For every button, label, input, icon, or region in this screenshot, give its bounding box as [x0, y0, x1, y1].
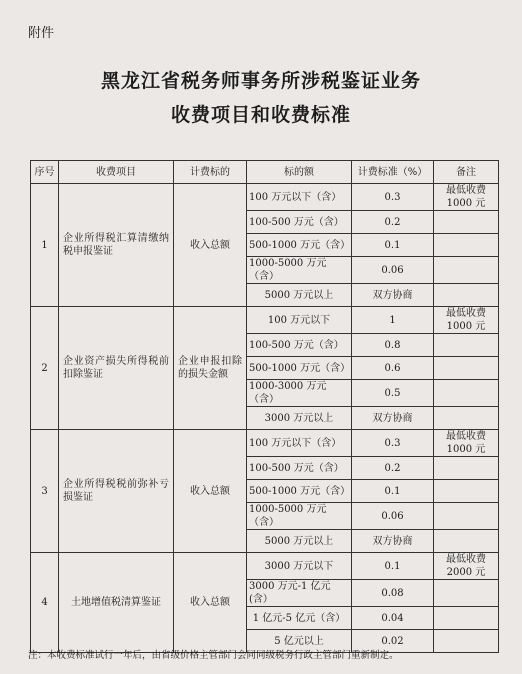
group-item: 企业所得税税前弥补亏损鉴证 — [59, 430, 174, 553]
remark-cell — [434, 257, 499, 284]
amount-cell: 5000 万元以上 — [247, 530, 352, 553]
rate-cell: 0.6 — [352, 357, 434, 380]
group-number: 2 — [31, 307, 59, 430]
remark-cell — [434, 630, 499, 653]
amount-cell: 100 万元以下（含） — [247, 184, 352, 211]
rate-cell: 0.06 — [352, 257, 434, 284]
remark-cell — [434, 334, 499, 357]
remark-cell — [434, 284, 499, 307]
rate-cell: 双方协商 — [352, 530, 434, 553]
rate-cell: 0.08 — [352, 580, 434, 607]
rate-cell: 0.02 — [352, 630, 434, 653]
group-basis: 收入总额 — [174, 184, 247, 307]
amount-cell: 1000-5000 万元（含） — [247, 257, 352, 284]
amount-cell: 5 亿元以上 — [247, 630, 352, 653]
header-no: 序号 — [31, 161, 59, 184]
rate-cell: 双方协商 — [352, 407, 434, 430]
rate-cell: 0.1 — [352, 234, 434, 257]
group-number: 3 — [31, 430, 59, 553]
table-row — [31, 430, 499, 457]
remark-cell — [434, 380, 499, 407]
remark-cell — [434, 503, 499, 530]
remark-cell — [434, 234, 499, 257]
table-row — [31, 184, 499, 211]
remark-cell — [434, 480, 499, 503]
rate-cell: 双方协商 — [352, 284, 434, 307]
header-basis: 计费标的 — [174, 161, 247, 184]
rate-cell: 0.3 — [352, 184, 434, 211]
footnote: 注：本收费标准试行一年后，由省级价格主管部门会同同级税务行政主管部门重新制定。 — [28, 650, 399, 661]
group-basis: 收入总额 — [174, 430, 247, 553]
rate-cell: 0.5 — [352, 380, 434, 407]
header-item: 收费项目 — [59, 161, 174, 184]
group-item: 企业所得税汇算清缴纳税申报鉴证 — [59, 184, 174, 307]
rate-cell: 0.1 — [352, 480, 434, 503]
amount-cell: 100 万元以下（含） — [247, 430, 352, 457]
document-title: 黑龙江省税务师事务所涉税鉴证业务 — [100, 70, 421, 92]
remark-cell — [434, 357, 499, 380]
amount-cell: 100-500 万元（含） — [247, 334, 352, 357]
remark-cell — [434, 407, 499, 430]
group-basis: 企业申报扣除的损失金额 — [174, 307, 247, 430]
table-row — [31, 553, 499, 580]
rate-cell: 0.2 — [352, 211, 434, 234]
amount-cell: 500-1000 万元（含） — [247, 234, 352, 257]
rate-cell: 0.2 — [352, 457, 434, 480]
group-basis: 收入总额 — [174, 553, 247, 653]
header-amount: 标的额 — [247, 161, 352, 184]
amount-cell: 3000 万元以上 — [247, 407, 352, 430]
amount-cell: 100-500 万元（含） — [247, 211, 352, 234]
rate-cell: 0.8 — [352, 334, 434, 357]
amount-cell: 500-1000 万元（含） — [247, 357, 352, 380]
rate-cell: 0.1 — [352, 553, 434, 580]
table-row — [31, 307, 499, 334]
rate-cell: 1 — [352, 307, 434, 334]
fee-table — [30, 160, 499, 653]
amount-cell: 1 亿元-5 亿元（含） — [247, 607, 352, 630]
group-item: 土地增值税清算鉴证 — [59, 553, 174, 653]
rate-cell: 0.3 — [352, 430, 434, 457]
amount-cell: 500-1000 万元（含） — [247, 480, 352, 503]
remark-cell: 最低收费1000 元 — [434, 307, 499, 334]
remark-cell: 最低收费1000 元 — [434, 430, 499, 457]
remark-cell — [434, 211, 499, 234]
amount-cell: 100 万元以下 — [247, 307, 352, 334]
rate-cell: 0.04 — [352, 607, 434, 630]
document-subtitle: 收费项目和收费标准 — [170, 104, 351, 126]
amount-cell: 3000 万元以下 — [247, 553, 352, 580]
header-remark: 备注 — [434, 161, 499, 184]
remark-cell — [434, 530, 499, 553]
header-rate: 计费标准（%） — [352, 161, 434, 184]
rate-cell: 0.06 — [352, 503, 434, 530]
remark-cell: 最低收费2000 元 — [434, 553, 499, 580]
table-header-row — [31, 161, 499, 184]
remark-cell — [434, 607, 499, 630]
group-number: 4 — [31, 553, 59, 653]
amount-cell: 1000-3000 万元（含） — [247, 380, 352, 407]
amount-cell: 5000 万元以上 — [247, 284, 352, 307]
amount-cell: 3000 万元-1 亿元(含） — [247, 580, 352, 607]
attachment-label: 附件 — [28, 26, 55, 41]
group-number: 1 — [31, 184, 59, 307]
group-item: 企业资产损失所得税前扣除鉴证 — [59, 307, 174, 430]
remark-cell — [434, 580, 499, 607]
remark-cell: 最低收费1000 元 — [434, 184, 499, 211]
amount-cell: 100-500 万元（含） — [247, 457, 352, 480]
remark-cell — [434, 457, 499, 480]
amount-cell: 1000-5000 万元（含） — [247, 503, 352, 530]
